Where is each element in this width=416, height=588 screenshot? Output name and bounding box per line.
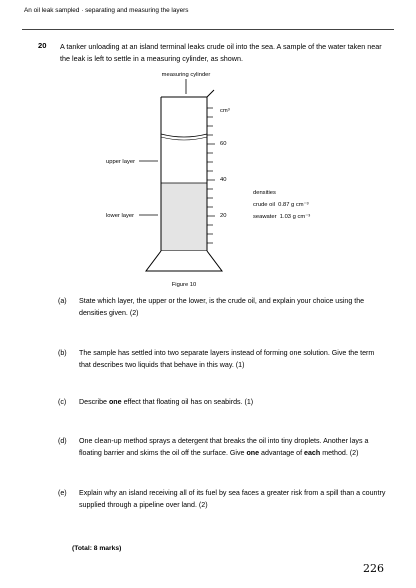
page-number: 226 [363, 562, 384, 575]
part-d-text-pre: One clean-up method sprays a detergent that breaks the oil into tiny droplets. Another lays a floating barrier and skims the oil off the surface. Give [79, 437, 369, 457]
part-a-label: (a) [58, 297, 67, 305]
scale-label-40: 40 [220, 177, 227, 183]
cylinder-base [146, 251, 222, 271]
lower-layer-fill [161, 183, 207, 251]
scale-ticks [207, 108, 215, 243]
lower-layer-label: lower layer [106, 213, 135, 219]
part-c-text [79, 396, 388, 408]
meniscus-lower-edge [161, 137, 207, 140]
density-seawater: seawater 1.03 g cm⁻³ [253, 214, 311, 220]
part-c-text-post: effect that floating oil has on seabirds. (1) [121, 398, 254, 406]
part-b-text: The sample has settled into two separate layers instead of forming one solution. Give the term that describes two liquids that behave in this way. (1) [79, 349, 375, 369]
scale-label-60: 60 [220, 141, 227, 147]
total-marks: (Total: 8 marks) [72, 545, 122, 552]
part-b [58, 347, 388, 371]
part-e-text: Explain why an island receiving all of its fuel by sea faces a greater risk from a spill than a country supplied through a pipeline over land. (2) [79, 489, 386, 509]
part-c-emphasis: one [108, 398, 122, 406]
question-number: 20 [38, 41, 47, 50]
part-c-label: (c) [58, 398, 67, 406]
part-e [58, 487, 388, 511]
part-a [58, 295, 388, 319]
question-intro: A tanker unloading at an island terminal leaks crude oil into the sea. A sample of the water taken near the leak is left to settle in a measuring cylinder, as shown. [60, 42, 382, 63]
part-d-emphasis-each: each [304, 449, 321, 457]
cylinder-label: measuring cylinder [161, 72, 211, 78]
part-b-label: (b) [58, 349, 67, 357]
part-e-label: (e) [58, 489, 67, 497]
density-crude-oil: crude oil 0.87 g cm⁻³ [253, 202, 309, 208]
part-d [58, 435, 388, 459]
scale-label-20: 20 [220, 213, 227, 219]
part-d-text [79, 435, 388, 459]
figure-caption: Figure 10 [171, 282, 197, 288]
part-c [58, 396, 388, 408]
part-d-label: (d) [58, 437, 67, 445]
part-a-text: State which layer, the upper or the lower, is the crude oil, and explain your choice using the densities given. (2) [79, 297, 365, 317]
part-c-text-pre: Describe [79, 398, 109, 406]
scale-unit: cm³ [220, 108, 230, 114]
cylinder-spout [207, 90, 214, 97]
part-d-text-mid: advantage of [259, 449, 305, 457]
running-header: An oil leak sampled · separating and measuring the layers [24, 7, 189, 14]
part-d-text-post: method. (2) [320, 449, 359, 457]
densities-heading: densities [253, 190, 276, 196]
part-d-emphasis-one: one [246, 449, 260, 457]
upper-layer-label: upper layer [106, 159, 136, 165]
meniscus [161, 134, 207, 137]
